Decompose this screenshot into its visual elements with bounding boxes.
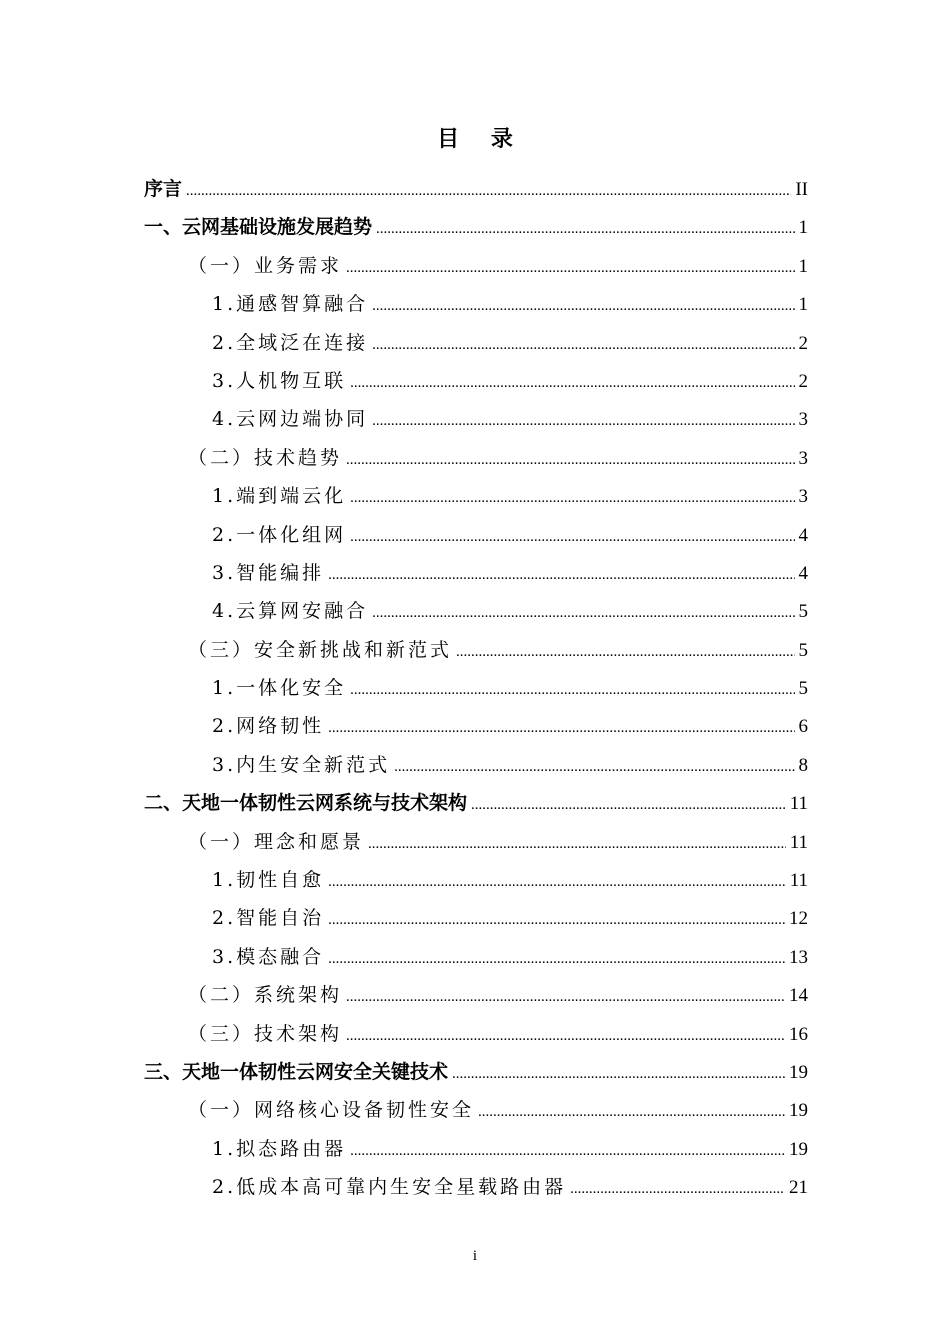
dot-leader	[394, 748, 794, 786]
toc-entry-title: 2.低成本高可靠内生安全星载路由器	[212, 1176, 567, 1199]
toc-entry-page: 16	[789, 1023, 808, 1045]
table-of-contents	[144, 170, 808, 1207]
toc-entry-page: 21	[789, 1177, 808, 1199]
toc-entry[interactable]	[144, 400, 808, 438]
toc-entry[interactable]	[144, 861, 808, 899]
toc-entry-title: 2.智能自治	[212, 907, 325, 930]
toc-entry[interactable]	[144, 439, 808, 477]
dot-leader	[346, 978, 785, 1016]
toc-entry-title: （二）技术趋势	[188, 446, 343, 469]
dot-leader	[346, 249, 794, 287]
toc-entry-page: 13	[789, 946, 808, 968]
dot-leader	[328, 709, 794, 747]
toc-entry-page: 1	[798, 294, 808, 316]
toc-entry-page: 11	[789, 870, 808, 892]
toc-entry-title: 1.端到端云化	[212, 485, 347, 508]
toc-entry[interactable]	[144, 976, 808, 1014]
toc-entry-page: 3	[798, 409, 808, 431]
toc-entry-page: 5	[798, 601, 808, 623]
toc-entry-title: 1.韧性自愈	[212, 869, 325, 892]
toc-entry[interactable]	[144, 1053, 808, 1091]
dot-leader	[350, 671, 794, 709]
dot-leader	[478, 1093, 785, 1131]
toc-title: 目 录	[437, 127, 525, 152]
toc-entry[interactable]	[144, 1091, 808, 1129]
toc-entry[interactable]	[144, 746, 808, 784]
toc-entry-title: 三、天地一体韧性云网安全关键技术	[144, 1060, 449, 1083]
toc-entry-page: II	[795, 179, 808, 200]
toc-entry-page: 19	[789, 1100, 808, 1122]
toc-entry-title: 3.人机物互联	[212, 369, 347, 392]
toc-entry-title: 序言	[144, 178, 183, 200]
dot-leader	[372, 402, 794, 440]
toc-entry-page: 5	[798, 678, 808, 700]
dot-leader	[372, 287, 794, 325]
toc-entry[interactable]	[144, 516, 808, 554]
toc-entry[interactable]	[144, 247, 808, 285]
dot-leader	[186, 172, 791, 210]
toc-entry[interactable]	[144, 592, 808, 630]
toc-entry-title: 3.智能编排	[212, 561, 325, 584]
toc-entry-title: 4.云网边端协同	[212, 408, 369, 431]
toc-entry-title: （三）技术架构	[188, 1022, 343, 1045]
dot-leader	[471, 786, 786, 824]
dot-leader	[328, 863, 786, 901]
toc-entry[interactable]	[144, 669, 808, 707]
toc-entry-page: 14	[789, 985, 808, 1007]
toc-entry-title: （三）安全新挑战和新范式	[188, 638, 453, 661]
toc-entry-page: 1	[798, 255, 808, 277]
dot-leader	[570, 1170, 785, 1208]
footer-page-number: i	[472, 1248, 478, 1264]
toc-entry[interactable]	[144, 170, 808, 208]
toc-entry-title: 2.全域泛在连接	[212, 331, 369, 354]
dot-leader	[350, 479, 794, 517]
toc-entry-title: 4.云算网安融合	[212, 600, 369, 623]
dot-leader	[346, 1017, 785, 1055]
toc-entry-page: 3	[798, 486, 808, 508]
toc-entry-title: 3.内生安全新范式	[212, 753, 391, 776]
toc-entry-page: 1	[798, 217, 808, 239]
dot-leader	[350, 364, 794, 402]
dot-leader	[372, 326, 794, 364]
dot-leader	[368, 825, 786, 863]
toc-entry-page: 12	[789, 908, 808, 930]
toc-entry-page: 2	[798, 332, 808, 354]
toc-entry-title: 1.拟态路由器	[212, 1137, 347, 1160]
toc-entry-page: 4	[798, 562, 808, 584]
dot-leader	[350, 518, 794, 556]
toc-entry-page: 11	[789, 831, 808, 853]
toc-entry-page: 4	[798, 524, 808, 546]
toc-entry[interactable]	[144, 899, 808, 937]
toc-entry-title: 二、天地一体韧性云网系统与技术架构	[144, 792, 468, 815]
toc-entry[interactable]	[144, 784, 808, 822]
toc-entry[interactable]	[144, 324, 808, 362]
toc-entry[interactable]	[144, 477, 808, 515]
toc-entry-page: 8	[798, 754, 808, 776]
dot-leader	[452, 1055, 785, 1093]
toc-entry-page: 19	[789, 1138, 808, 1160]
toc-entry-title: （一）网络核心设备韧性安全	[188, 1099, 475, 1122]
toc-entry[interactable]	[144, 823, 808, 861]
toc-entry-page: 2	[798, 370, 808, 392]
toc-entry-title: 2.网络韧性	[212, 715, 325, 738]
toc-entry[interactable]	[144, 707, 808, 745]
toc-entry[interactable]	[144, 1168, 808, 1206]
toc-entry[interactable]	[144, 362, 808, 400]
toc-entry[interactable]	[144, 554, 808, 592]
toc-entry[interactable]	[144, 938, 808, 976]
dot-leader	[346, 441, 794, 479]
toc-entry-title: 1.通感智算融合	[212, 293, 369, 316]
toc-entry-title: （一）理念和愿景	[188, 830, 365, 853]
toc-entry-title: （二）系统架构	[188, 984, 343, 1007]
toc-entry[interactable]	[144, 208, 808, 246]
dot-leader	[372, 594, 794, 632]
toc-entry-title: （一）业务需求	[188, 254, 343, 277]
dot-leader	[376, 210, 794, 248]
toc-entry-title: 3.模态融合	[212, 945, 325, 968]
toc-entry-page: 11	[789, 793, 808, 815]
toc-entry[interactable]	[144, 1015, 808, 1053]
toc-entry-page: 19	[789, 1061, 808, 1083]
toc-entry-page: 6	[798, 716, 808, 738]
toc-entry-page: 3	[798, 447, 808, 469]
toc-entry[interactable]	[144, 1130, 808, 1168]
dot-leader	[456, 633, 794, 671]
toc-entry-title: 1.一体化安全	[212, 677, 347, 700]
dot-leader	[350, 1132, 785, 1170]
dot-leader	[328, 901, 785, 939]
dot-leader	[328, 556, 794, 594]
toc-entry[interactable]	[144, 631, 808, 669]
toc-entry-title: 一、云网基础设施发展趋势	[144, 216, 373, 239]
toc-entry-page: 5	[798, 639, 808, 661]
toc-entry-title: 2.一体化组网	[212, 523, 347, 546]
dot-leader	[328, 940, 785, 978]
toc-entry[interactable]	[144, 285, 808, 323]
